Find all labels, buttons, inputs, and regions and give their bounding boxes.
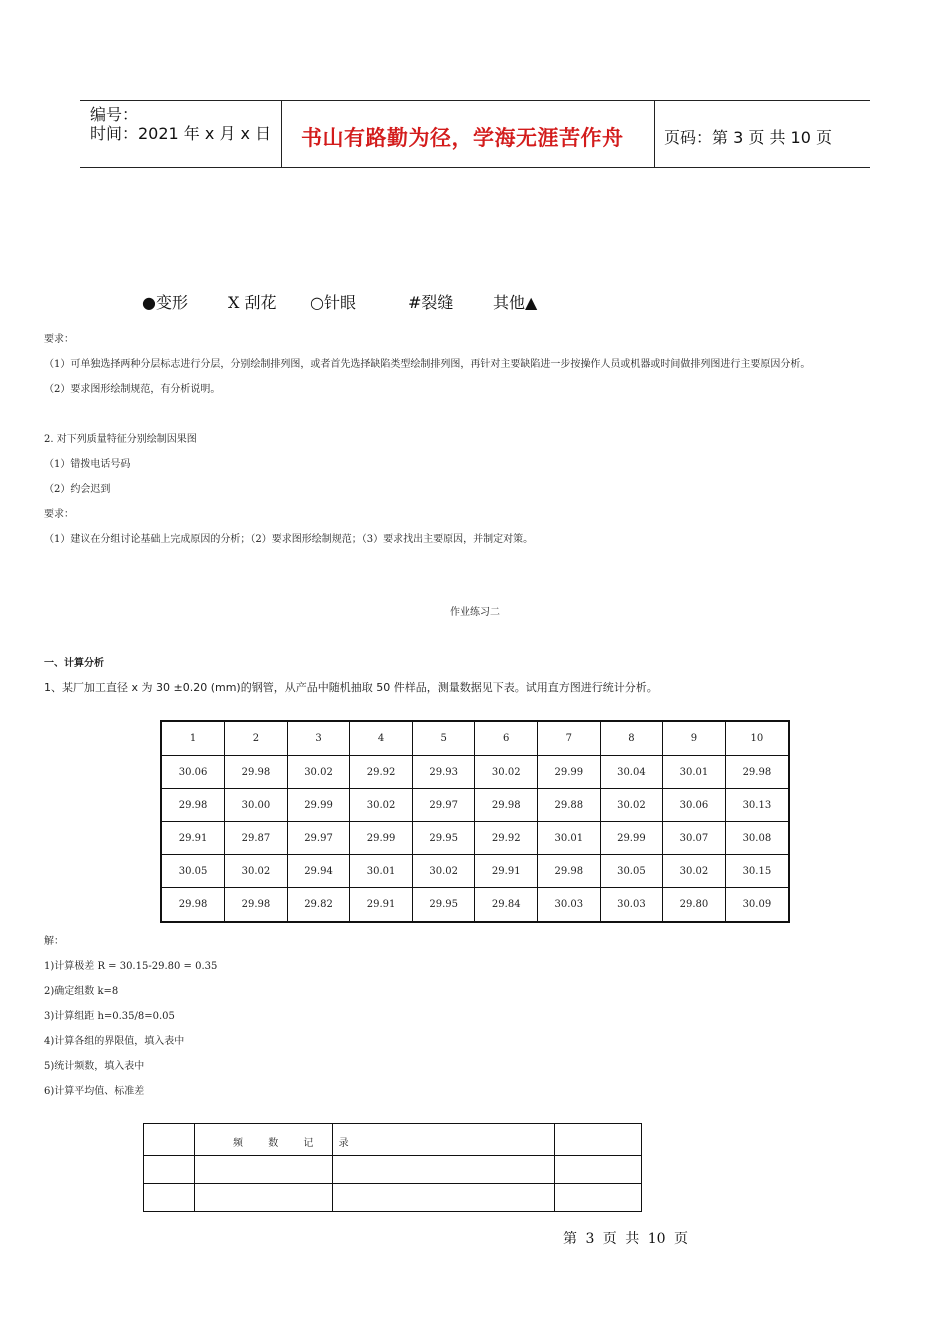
table-header-row (161, 721, 789, 756)
table-cell: 30.02 (225, 855, 288, 888)
table-cell: 29.97 (287, 822, 350, 855)
frequency-table-title (233, 1134, 371, 1149)
table-cell (144, 1124, 195, 1156)
table-cell: 29.98 (225, 756, 288, 789)
table-row (144, 1156, 642, 1184)
table-cell: 29.95 (412, 888, 475, 922)
requirement-1: （1）可单独选择两种分层标志进行分层，分别绘制排列图，或者首先选择缺陷类型绘制排列图，再针对主要缺陷进一步按操作人员或机器或时间做排列图进行主要原因分析。 (44, 359, 811, 370)
table-cell: 29.98 (161, 888, 225, 922)
table-cell (144, 1184, 195, 1212)
requirements-title: 要求： (44, 334, 74, 345)
table-cell: 30.03 (538, 888, 601, 922)
table-cell (333, 1156, 555, 1184)
solution-step-6: 6)计算平均值、标准差 (44, 1086, 145, 1097)
table-cell: 29.99 (600, 822, 663, 855)
legend-deform: ●变形 (142, 293, 188, 312)
table-cell: 30.06 (663, 789, 726, 822)
table-cell: 30.02 (287, 756, 350, 789)
measurement-table (160, 720, 790, 923)
table-cell: 30.08 (725, 822, 789, 855)
requirements-2-title: 要求： (44, 509, 74, 520)
table-row (161, 822, 789, 855)
solution-step-4: 4)计算各组的界限值，填入表中 (44, 1036, 185, 1047)
frequency-title-char: 录 (338, 1138, 349, 1149)
table-cell: 30.02 (412, 855, 475, 888)
table-header-cell: 4 (350, 721, 413, 756)
table-cell: 29.88 (538, 789, 601, 822)
table-header-cell: 10 (725, 721, 789, 756)
table-cell: 29.91 (161, 822, 225, 855)
table-cell: 30.01 (538, 822, 601, 855)
table-cell: 30.02 (350, 789, 413, 822)
solution-title: 解： (44, 936, 64, 947)
table-cell: 30.02 (600, 789, 663, 822)
table-cell: 29.92 (475, 822, 538, 855)
table-cell (555, 1184, 642, 1212)
question-2-item-2: （2）约会迟到 (44, 484, 111, 495)
header-bottom-rule (80, 167, 870, 168)
solution-step-1: 1)计算极差 R = 30.15-29.80 = 0.35 (44, 961, 218, 972)
table-row (161, 888, 789, 922)
table-header-cell: 2 (225, 721, 288, 756)
table-row (161, 756, 789, 789)
table-row (144, 1184, 642, 1212)
table-cell: 30.07 (663, 822, 726, 855)
frequency-title-char: 数 (268, 1138, 279, 1149)
question-2-item-1: （1）错拨电话号码 (44, 459, 131, 470)
table-row (161, 855, 789, 888)
solution-step-3: 3)计算组距 h=0.35/8=0.05 (44, 1011, 175, 1022)
table-cell: 30.13 (725, 789, 789, 822)
table-cell: 30.04 (600, 756, 663, 789)
frequency-table (143, 1123, 642, 1212)
table-cell (144, 1156, 195, 1184)
table-cell: 30.05 (600, 855, 663, 888)
table-cell (555, 1156, 642, 1184)
table-cell: 29.99 (287, 789, 350, 822)
table-row (144, 1124, 642, 1156)
requirement-2: （2）要求图形绘制规范，有分析说明。 (44, 384, 221, 395)
serial-label: 编号： (90, 105, 139, 124)
table-cell (195, 1184, 333, 1212)
table-cell: 29.94 (287, 855, 350, 888)
legend-scratch: X 刮花 (228, 293, 277, 312)
header-divider-right (654, 100, 655, 167)
table-header-cell: 7 (538, 721, 601, 756)
header-top-rule (80, 100, 870, 101)
table-cell: 29.99 (350, 822, 413, 855)
table-cell: 29.98 (225, 888, 288, 922)
table-cell: 29.91 (350, 888, 413, 922)
table-header-cell: 8 (600, 721, 663, 756)
solution-step-2: 2)确定组数 k=8 (44, 986, 119, 997)
table-cell: 29.84 (475, 888, 538, 922)
legend-other: 其他▲ (493, 293, 538, 312)
table-cell: 30.02 (663, 855, 726, 888)
table-cell: 29.87 (225, 822, 288, 855)
solution-step-5: 5)统计频数，填入表中 (44, 1061, 145, 1072)
frequency-title-char: 频 (233, 1138, 243, 1149)
table-cell: 30.15 (725, 855, 789, 888)
question-2-title: 2. 对下列质量特征分别绘制因果图 (44, 434, 197, 445)
problem-statement: 1、某厂加工直径 x 为 30 ±0.20 (mm)的钢管，从产品中随机抽取 50 件样品，测量数据见下表。试用直方图进行统计分析。 (44, 681, 658, 694)
table-header-cell: 5 (412, 721, 475, 756)
table-row (161, 789, 789, 822)
table-cell: 30.00 (225, 789, 288, 822)
table-header-cell: 9 (663, 721, 726, 756)
date-label: 时间：2021 年 x 月 x 日 (90, 124, 272, 143)
table-cell: 29.95 (412, 822, 475, 855)
table-cell: 30.01 (350, 855, 413, 888)
table-cell: 29.80 (663, 888, 726, 922)
part-title: 一、计算分析 (44, 658, 104, 669)
table-cell: 29.99 (538, 756, 601, 789)
table-cell: 29.98 (475, 789, 538, 822)
table-cell: 30.09 (725, 888, 789, 922)
table-cell: 30.02 (475, 756, 538, 789)
table-cell: 30.05 (161, 855, 225, 888)
table-cell: 30.01 (663, 756, 726, 789)
table-header-cell: 1 (161, 721, 225, 756)
frequency-title-char: 记 (303, 1138, 314, 1149)
table-header-cell: 3 (287, 721, 350, 756)
table-cell: 29.82 (287, 888, 350, 922)
table-cell (333, 1184, 555, 1212)
section-title: 作业练习二 (450, 607, 500, 618)
legend-crack: #裂缝 (408, 293, 454, 312)
table-cell: 29.97 (412, 789, 475, 822)
table-cell (195, 1156, 333, 1184)
table-cell: 29.98 (725, 756, 789, 789)
header-divider-left (281, 100, 282, 167)
table-cell (555, 1124, 642, 1156)
page-footer: 第 3 页 共 10 页 (563, 1231, 688, 1247)
table-cell: 30.06 (161, 756, 225, 789)
legend-pinhole: ○针眼 (310, 293, 356, 312)
motto: 书山有路勤为径，学海无涯苦作舟 (301, 126, 624, 150)
table-cell: 30.03 (600, 888, 663, 922)
table-cell: 29.98 (161, 789, 225, 822)
table-cell: 29.93 (412, 756, 475, 789)
table-header-cell: 6 (475, 721, 538, 756)
table-cell: 29.98 (538, 855, 601, 888)
requirements-2-text: （1）建议在分组讨论基础上完成原因的分析；（2）要求图形绘制规范；（3）要求找出主要原因，并制定对策。 (44, 534, 534, 545)
page-label: 页码：第 3 页 共 10 页 (664, 128, 832, 147)
table-cell: 29.92 (350, 756, 413, 789)
table-cell: 29.91 (475, 855, 538, 888)
